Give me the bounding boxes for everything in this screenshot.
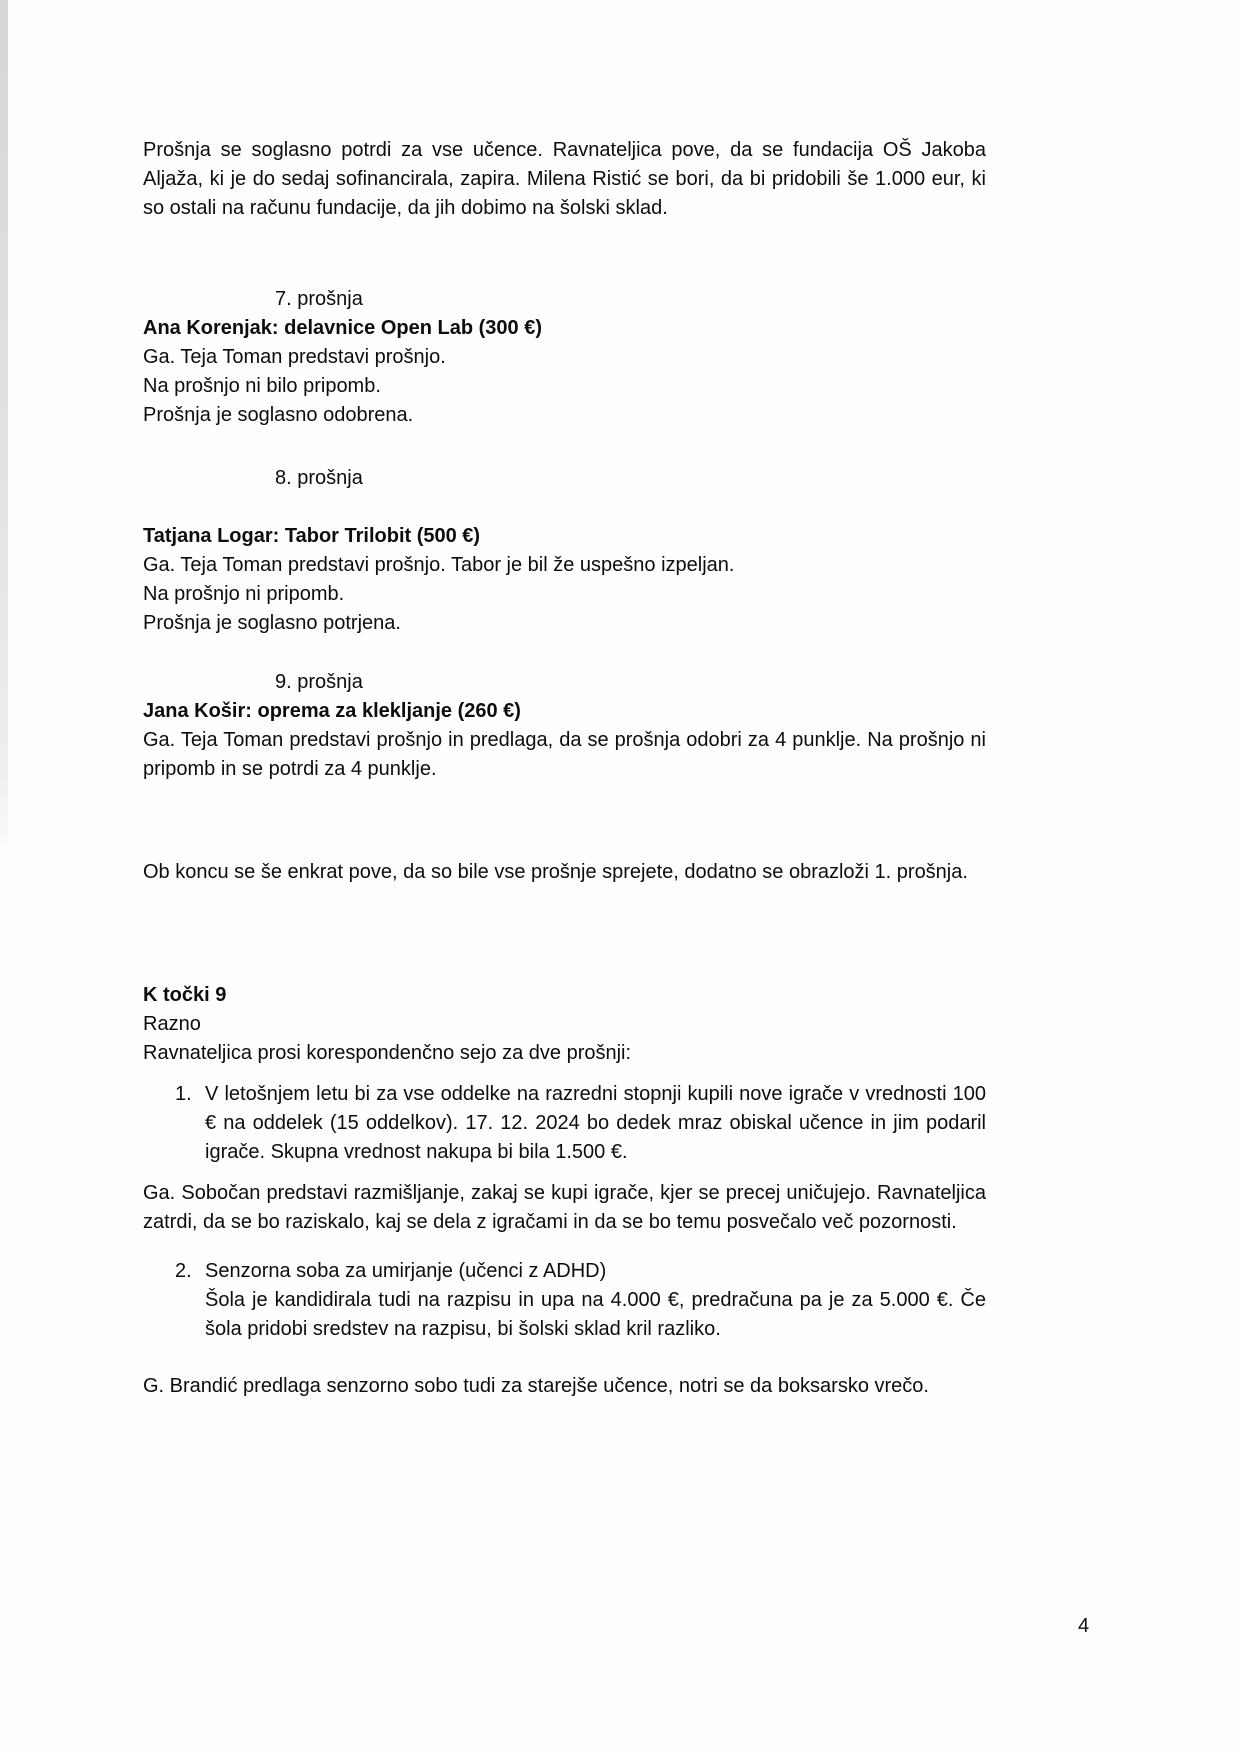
list-item-1-number: 1.	[175, 1083, 192, 1105]
section9-subheading: Razno	[143, 1013, 201, 1035]
list-item-2-content	[205, 1257, 986, 1344]
intro-paragraph: Prošnja se soglasno potrdi za vse učence. Ravnateljica pove, da se fundacija OŠ Jakoba Aljaža, ki je do sedaj sofinancirala, zapira. Milena Ristić se bori, da bi pridobili še 1.000 eur, ki so ostali na računu fundacije, da jih dobimo na šolski sklad.	[143, 139, 986, 219]
request9-label: 9. prošnja	[275, 671, 363, 693]
paragraph-sobocan: Ga. Sobočan predstavi razmišljanje, zakaj se kupi igrače, kjer se precej uničujejo. Ravnateljica zatrdi, da se bo raziskalo, kaj se dela z igračami in da se bo temu posvečalo več pozornosti.	[143, 1182, 986, 1233]
request8-title: Tatjana Logar: Tabor Trilobit (500 €)	[143, 525, 481, 547]
section9-heading: K točki 9	[143, 984, 227, 1006]
closing-paragraph: Ob koncu se še enkrat pove, da so bile vse prošnje sprejete, dodatno se obrazloži 1. prošnja.	[143, 861, 968, 883]
list-item-2-text: Šola je kandidirala tudi na razpisu in upa na 4.000 €, predračuna pa je za 5.000 €. Če šola pridobi sredstev na razpisu, bi šolski sklad kril razliko.	[205, 1289, 986, 1340]
request8-line1: Ga. Teja Toman predstavi prošnjo. Tabor je bil že uspešno izpeljan.	[143, 554, 735, 576]
request7-line3: Prošnja je soglasno odobrena.	[143, 404, 414, 426]
list-item-1-text: V letošnjem letu bi za vse oddelke na razredni stopnji kupili nove igrače v vrednosti 100 € na oddelek (15 oddelkov). 17. 12. 2024 bo dedek mraz obiskal učence in jim podaril igrače. Skupna vrednost nakupa bi bila 1.500 €.	[205, 1083, 986, 1163]
request9-body: Ga. Teja Toman predstavi prošnjo in predlaga, da se prošnja odobri za 4 punklje. Na prošnjo ni pripomb in se potrdi za 4 punklje.	[143, 729, 986, 780]
request7-line1: Ga. Teja Toman predstavi prošnjo.	[143, 346, 446, 368]
list-item-1	[143, 1080, 986, 1167]
document-content	[143, 136, 986, 1401]
request8-line3: Prošnja je soglasno potrjena.	[143, 612, 401, 634]
paragraph-brandic: G. Brandić predlaga senzorno sobo tudi za starejše učence, notri se da boksarsko vrečo.	[143, 1375, 929, 1397]
request7-line2: Na prošnjo ni bilo pripomb.	[143, 375, 381, 397]
list-item-2	[143, 1257, 986, 1344]
page-number: 4	[1078, 1615, 1090, 1637]
list-item-2-title: Senzorna soba za umirjanje (učenci z ADHD)	[205, 1260, 607, 1282]
scan-artifact-left-band	[0, 0, 8, 845]
section9-intro: Ravnateljica prosi korespondenčno sejo za dve prošnji:	[143, 1042, 632, 1064]
request8-label: 8. prošnja	[275, 467, 363, 489]
request7-title: Ana Korenjak: delavnice Open Lab (300 €)	[143, 317, 543, 339]
list-item-2-number: 2.	[175, 1260, 192, 1282]
request8-line2: Na prošnjo ni pripomb.	[143, 583, 345, 605]
request7-label: 7. prošnja	[275, 288, 363, 310]
request9-title: Jana Košir: oprema za klekljanje (260 €)	[143, 700, 521, 722]
